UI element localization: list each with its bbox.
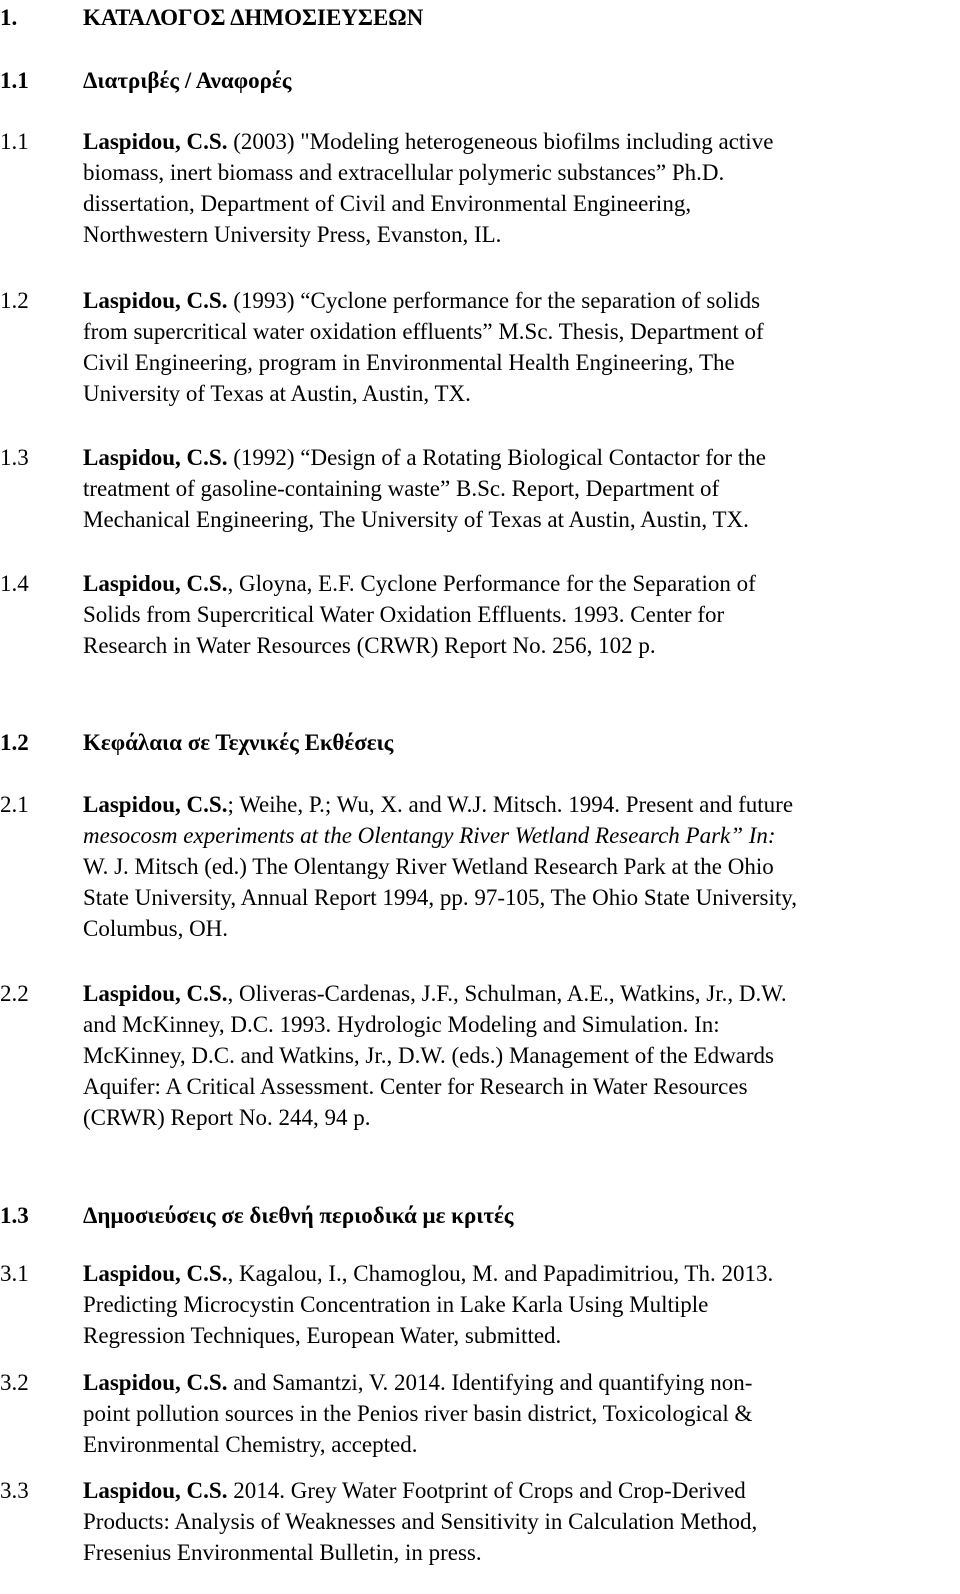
entry-line: , Kagalou, I., Chamoglou, M. and Papadimitriou, Th. 2013.: [227, 1261, 774, 1286]
entry-line: Civil Engineering, program in Environmental Health Engineering, The: [83, 350, 735, 375]
entry-number: 3.3: [0, 1478, 29, 1503]
entry-author: Laspidou, C.S.: [83, 288, 228, 313]
section-title: Κεφάλαια σε Τεχνικές Εκθέσεις: [83, 730, 394, 755]
entry-text: [83, 1367, 953, 1460]
entry-line: University of Texas at Austin, Austin, TX.: [83, 381, 471, 406]
entry-line: State University, Annual Report 1994, pp. 97-105, The Ohio State University,: [83, 885, 797, 910]
section-number: 1.3: [0, 1203, 29, 1228]
section-number: 1.2: [0, 730, 29, 755]
entry-text: [83, 789, 953, 944]
heading-number: 1.: [0, 5, 18, 30]
entry-line: Environmental Chemistry, accepted.: [83, 1432, 418, 1457]
section-number: 1.1: [0, 68, 29, 93]
entry-number: 1.4: [0, 571, 29, 596]
section-title: Δημοσιεύσεις σε διεθνή περιοδικά με κριτές: [83, 1203, 514, 1228]
entry-text: [83, 126, 953, 250]
entry-line: Products: Analysis of Weaknesses and Sensitivity in Calculation Method,: [83, 1509, 758, 1534]
entry-line: , Gloyna, E.F. Cyclone Performance for the Separation of: [227, 571, 756, 596]
entry-line: Northwestern University Press, Evanston, IL.: [83, 222, 502, 247]
entry-line: McKinney, D.C. and Watkins, Jr., D.W. (eds.) Management of the Edwards: [83, 1043, 774, 1068]
heading-title: ΚΑΤΑΛΟΓΟΣ ΔΗΜΟΣΙΕΥΣΕΩΝ: [83, 5, 424, 30]
entry-text: [83, 1475, 953, 1568]
entry-line: biomass, inert biomass and extracellular polymeric substances” Ph.D.: [83, 160, 725, 185]
entry-number: 1.1: [0, 129, 29, 154]
entry-line: (CRWR) Report No. 244, 94 p.: [83, 1105, 371, 1130]
entry-line: and Samantzi, V. 2014. Identifying and quantifying non-: [227, 1370, 753, 1395]
entry-line: (1993) “Cyclone performance for the separation of solids: [233, 288, 761, 313]
entry-line: and McKinney, D.C. 1993. Hydrologic Modeling and Simulation. In:: [83, 1012, 720, 1037]
entry-number: 1.2: [0, 288, 29, 313]
entry-line: Solids from Supercritical Water Oxidation Effluents. 1993. Center for: [83, 602, 725, 627]
entry-line: (2003) "Modeling heterogeneous biofilms including active: [233, 129, 774, 154]
entry-text: [83, 978, 953, 1133]
entry-line: ; Weihe, P.; Wu, X. and W.J. Mitsch. 1994. Present and future: [227, 792, 794, 817]
entry-line: point pollution sources in the Penios river basin district, Toxicological &: [83, 1401, 753, 1426]
entry-author: Laspidou, C.S.: [83, 1370, 228, 1395]
entry-line: Research in Water Resources (CRWR) Report No. 256, 102 p.: [83, 633, 656, 658]
entry-text: [83, 1258, 953, 1351]
entry-author: Laspidou, C.S.: [83, 1478, 228, 1503]
entry-line: mesocosm experiments at the Olentangy River Wetland Research Park” In:: [83, 823, 776, 848]
entry-number: 2.2: [0, 981, 29, 1006]
entry-number: 3.2: [0, 1370, 29, 1395]
entry-line: Regression Techniques, European Water, submitted.: [83, 1323, 562, 1348]
entry-author: Laspidou, C.S.: [83, 792, 228, 817]
entry-line: , Oliveras-Cardenas, J.F., Schulman, A.E., Watkins, Jr., D.W.: [227, 981, 787, 1006]
entry-line: Predicting Microcystin Concentration in Lake Karla Using Multiple: [83, 1292, 709, 1317]
entry-text: [83, 285, 953, 409]
entry-line: treatment of gasoline-containing waste” B.Sc. Report, Department of: [83, 476, 720, 501]
entry-number: 1.3: [0, 445, 29, 470]
entry-line: W. J. Mitsch (ed.) The Olentangy River Wetland Research Park at the Ohio: [83, 854, 774, 879]
entry-line: Columbus, OH.: [83, 916, 229, 941]
entry-line: Fresenius Environmental Bulletin, in press.: [83, 1540, 482, 1565]
entry-line: (1992) “Design of a Rotating Biological Contactor for the: [233, 445, 766, 470]
entry-author: Laspidou, C.S.: [83, 129, 228, 154]
entry-number: 2.1: [0, 792, 29, 817]
entry-line: dissertation, Department of Civil and Environmental Engineering,: [83, 191, 692, 216]
entry-line: 2014. Grey Water Footprint of Crops and Crop-Derived: [227, 1478, 746, 1503]
entry-author: Laspidou, C.S.: [83, 981, 228, 1006]
entry-text: [83, 442, 953, 535]
entry-author: Laspidou, C.S.: [83, 1261, 228, 1286]
entry-line: Mechanical Engineering, The University of Texas at Austin, Austin, TX.: [83, 507, 749, 532]
entry-number: 3.1: [0, 1261, 29, 1286]
entry-line: from supercritical water oxidation effluents” M.Sc. Thesis, Department of: [83, 319, 764, 344]
section-title: Διατριβές / Αναφορές: [83, 68, 292, 93]
entry-text: [83, 568, 953, 661]
entry-author: Laspidou, C.S.: [83, 445, 228, 470]
entry-line: Aquifer: A Critical Assessment. Center for Research in Water Resources: [83, 1074, 748, 1099]
entry-author: Laspidou, C.S.: [83, 571, 228, 596]
